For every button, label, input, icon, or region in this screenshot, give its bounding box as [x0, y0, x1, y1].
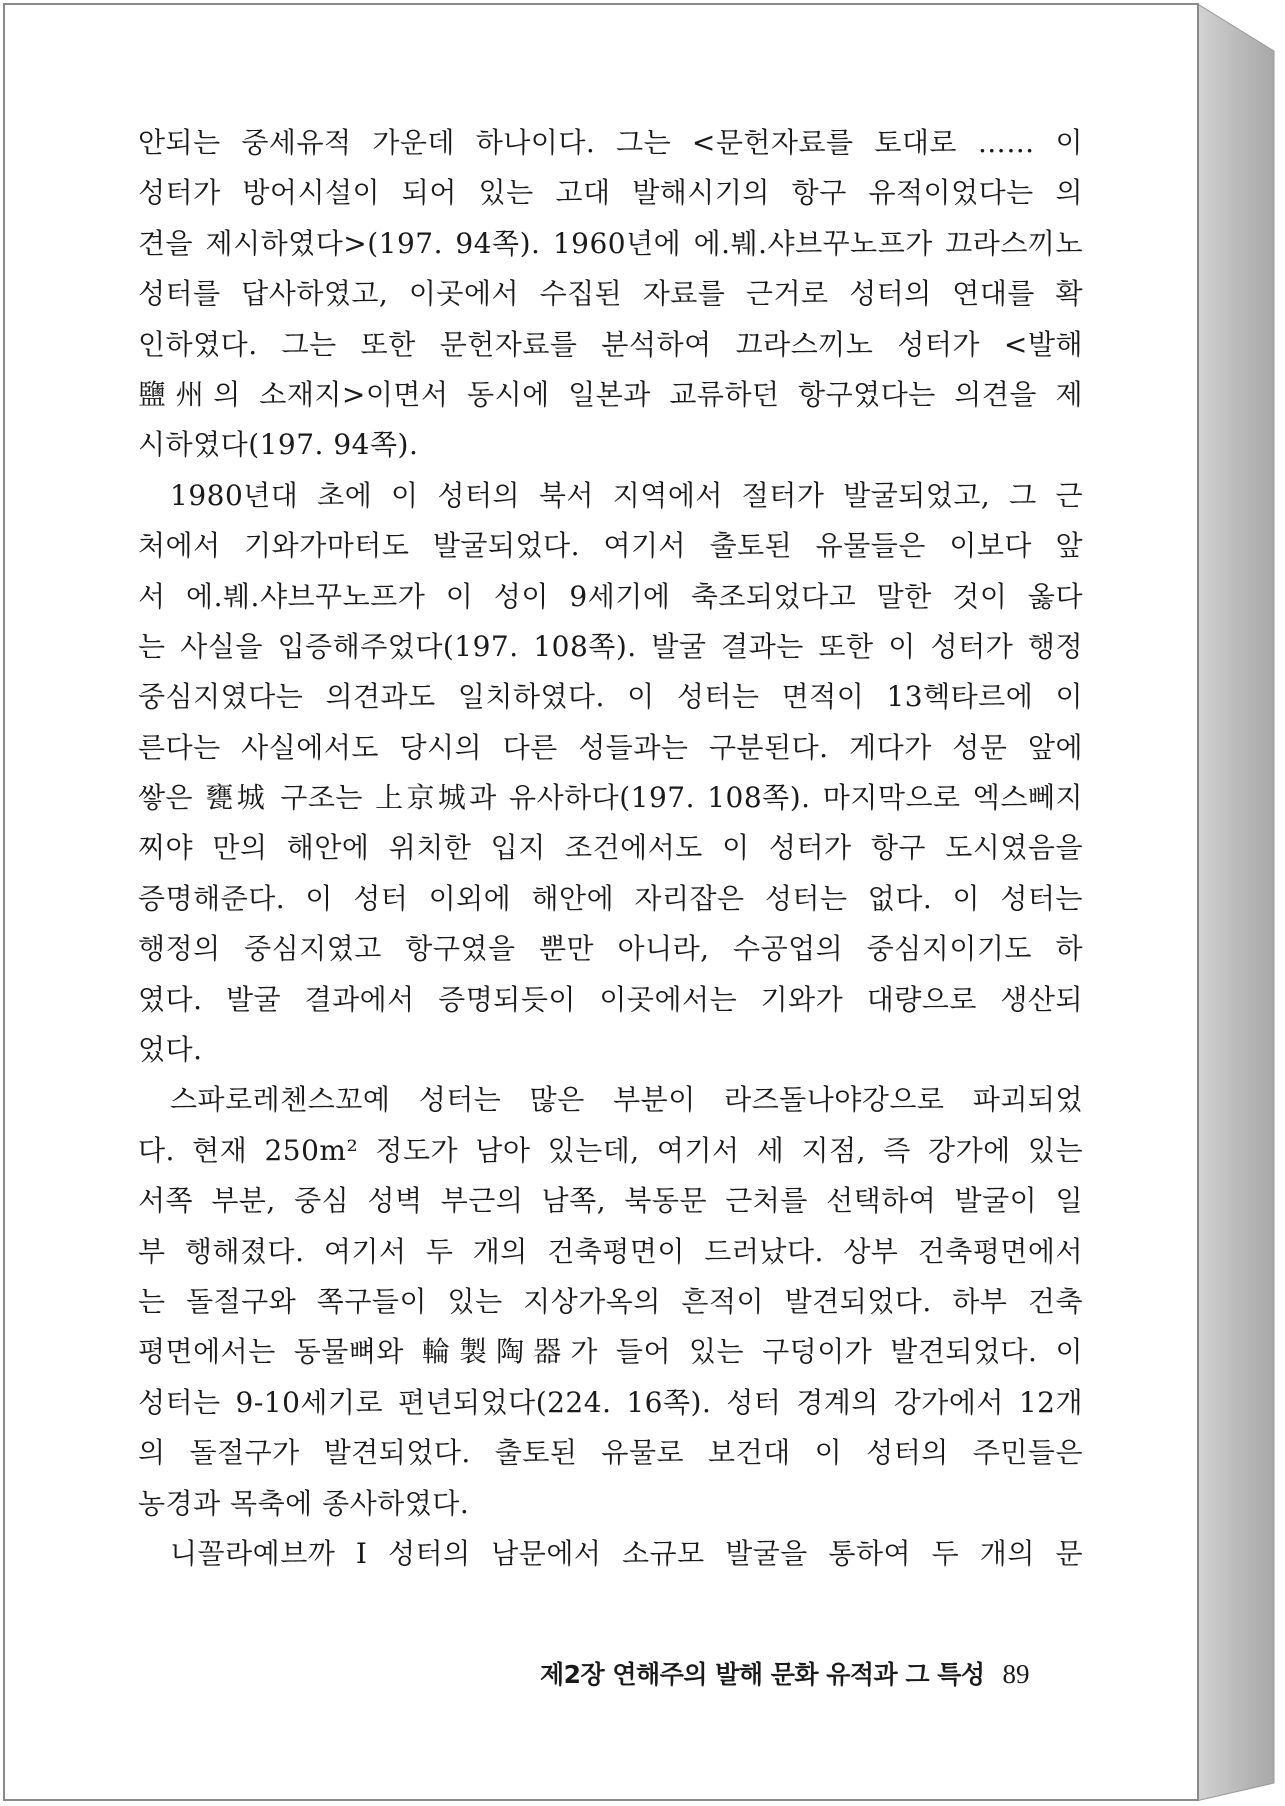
- text-line: 평면에서는 동물뼈와 輪製陶器가 들어 있는 구덩이가 발견되었다. 이: [138, 1335, 1083, 1369]
- text-line: 시하였다(197. 94쪽).: [138, 428, 419, 462]
- page-footer: [540, 1655, 1055, 1691]
- text-line: 다. 현재 250m² 정도가 남아 있는데, 여기서 세 지점, 즉 강가에 있는: [138, 1133, 1083, 1167]
- text-line: 였다. 발굴 결과에서 증명되듯이 이곳에서는 기와가 대량으로 생산되: [138, 982, 1083, 1016]
- text-line: 견을 제시하였다>(197. 94쪽). 1960년에 에.붸.샤브꾸노프가 끄라스끼노: [138, 226, 1083, 260]
- text-line: 스파로레첸스꼬예 성터는 많은 부분이 라즈돌나야강으로 파괴되었: [170, 1083, 1083, 1117]
- text-line: 쌓은 甕城 구조는 上京城과 유사하다(197. 108쪽). 마지막으로 엑스뻬지: [138, 781, 1083, 815]
- text-line: 의 돌절구가 발견되었다. 출토된 유물로 보건대 이 성터의 주민들은: [138, 1436, 1083, 1470]
- text-line: 증명해준다. 이 성터 이외에 해안에 자리잡은 성터는 없다. 이 성터는: [138, 881, 1083, 915]
- book-spine-shape: [1196, 3, 1276, 1801]
- text-line: 鹽州의 소재지>이면서 동시에 일본과 교류하던 항구였다는 의견을 제: [138, 377, 1083, 411]
- text-line: 부 행해졌다. 여기서 두 개의 건축평면이 드러났다. 상부 건축평면에서: [138, 1234, 1083, 1268]
- body-text: [138, 118, 1083, 1579]
- text-line: 1980년대 초에 이 성터의 북서 지역에서 절터가 발굴되었고, 그 근: [170, 478, 1083, 512]
- text-line: 찌야 만의 해안에 위치한 입지 조건에서도 이 성터가 항구 도시였음을: [138, 831, 1083, 865]
- text-line: 행정의 중심지였고 항구였을 뿐만 아니라, 수공업의 중심지이기도 하: [138, 932, 1083, 966]
- text-line: 성터를 답사하였고, 이곳에서 수집된 자료를 근거로 성터의 연대를 확: [138, 277, 1083, 311]
- text-line: 는 사실을 입증해주었다(197. 108쪽). 발굴 결과는 또한 이 성터가 행정: [138, 629, 1083, 663]
- text-line: 성터가 방어시설이 되어 있는 고대 발해시기의 항구 유적이었다는 의: [138, 176, 1083, 210]
- text-line: 서 에.붸.샤브꾸노프가 이 성이 9세기에 축조되었다고 말한 것이 옳다: [138, 579, 1083, 613]
- text-line: 는 돌절구와 쪽구들이 있는 지상가옥의 흔적이 발견되었다. 하부 건축: [138, 1284, 1083, 1318]
- text-line: 농경과 목축에 종사하였다.: [138, 1486, 470, 1520]
- text-line: 른다는 사실에서도 당시의 다른 성들과는 구분된다. 게다가 성문 앞에: [138, 730, 1083, 764]
- running-title: 제2장 연해주의 발해 문화 유적과 그 특성: [540, 1660, 985, 1689]
- page-number: 89: [1002, 1659, 1030, 1689]
- text-line: 안되는 중세유적 가운데 하나이다. 그는 <문헌자료를 토대로 …… 이: [138, 126, 1083, 159]
- text-line: 중심지였다는 의견과도 일치하였다. 이 성터는 면적이 13헥타르에 이: [138, 680, 1083, 714]
- text-line: 성터는 9-10세기로 편년되었다(224. 16쪽). 성터 경계의 강가에서 12개: [138, 1385, 1083, 1419]
- book-spine-edge: [1196, 3, 1276, 1801]
- text-line: 니꼴라예브까 I 성터의 남문에서 소규모 발굴을 통하여 두 개의 문: [170, 1536, 1083, 1570]
- text-line: 처에서 기와가마터도 발굴되었다. 여기서 출토된 유물들은 이보다 앞: [138, 529, 1083, 563]
- text-line: 인하였다. 그는 또한 문헌자료를 분석하여 끄라스끼노 성터가 <발해: [138, 327, 1083, 361]
- text-line: 서쪽 부분, 중심 성벽 부근의 남쪽, 북동문 근처를 선택하여 발굴이 일: [138, 1184, 1083, 1218]
- text-line: 었다.: [138, 1033, 203, 1067]
